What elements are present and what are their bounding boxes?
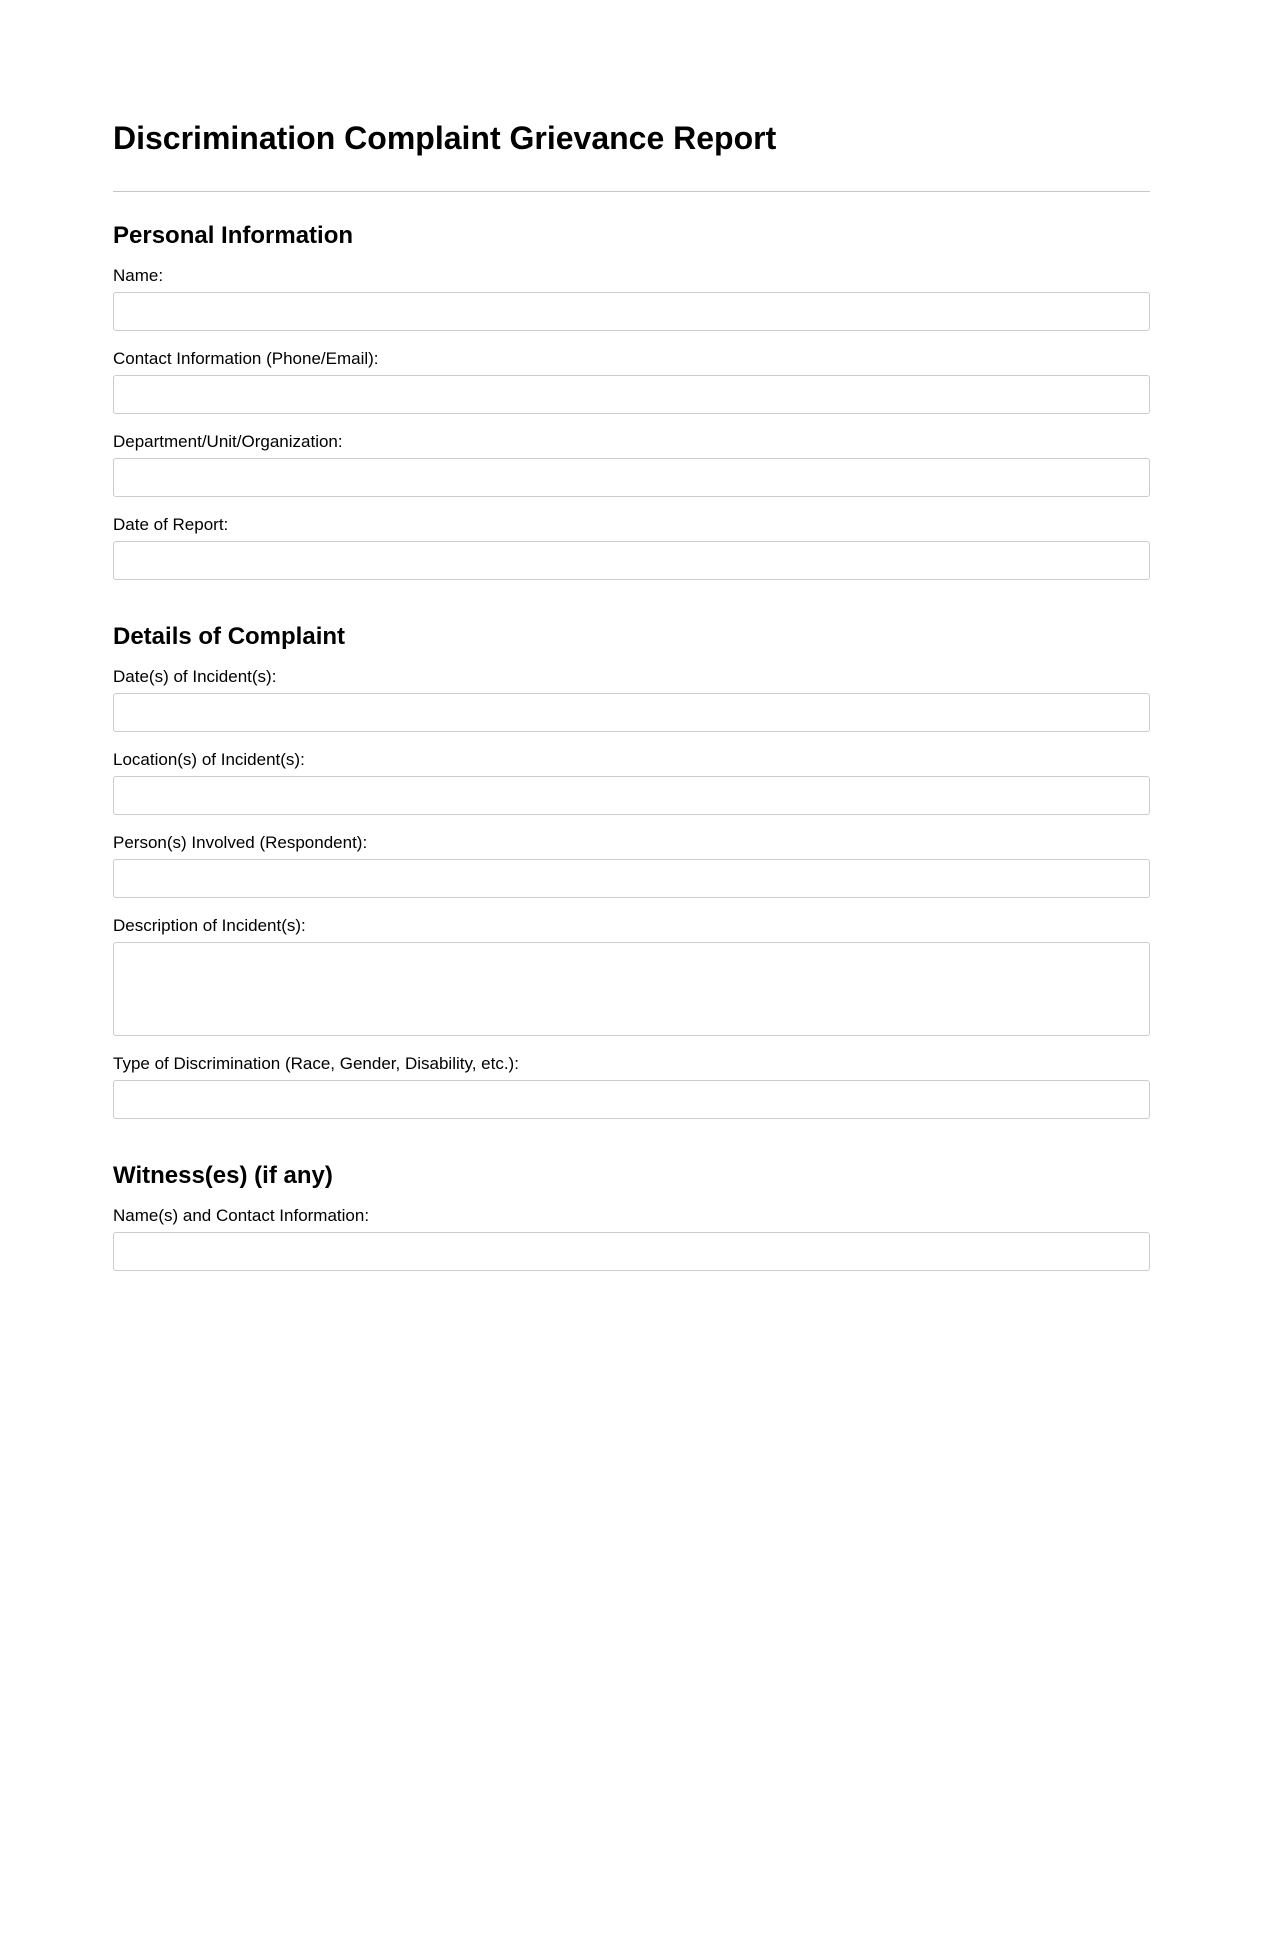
field-type-of-discrimination bbox=[113, 1053, 1150, 1119]
witness-contact-label: Name(s) and Contact Information: bbox=[113, 1206, 370, 1225]
department-input[interactable] bbox=[113, 458, 1150, 497]
section-heading-personal-information: Personal Information bbox=[113, 222, 354, 249]
locations-of-incident-label: Location(s) of Incident(s): bbox=[113, 750, 305, 769]
name-label: Name: bbox=[113, 266, 164, 285]
section-witnesses bbox=[113, 1162, 1150, 1271]
section-details-of-complaint bbox=[113, 623, 1150, 1119]
type-of-discrimination-input[interactable] bbox=[113, 1080, 1150, 1119]
field-locations-of-incident bbox=[113, 749, 1150, 815]
locations-of-incident-input[interactable] bbox=[113, 776, 1150, 815]
field-witness-contact bbox=[113, 1205, 1150, 1271]
contact-information-input[interactable] bbox=[113, 375, 1150, 414]
field-date-of-report bbox=[113, 514, 1150, 580]
field-persons-involved bbox=[113, 832, 1150, 898]
persons-involved-input[interactable] bbox=[113, 859, 1150, 898]
contact-information-label: Contact Information (Phone/Email): bbox=[113, 349, 379, 368]
field-name bbox=[113, 265, 1150, 331]
dates-of-incident-input[interactable] bbox=[113, 693, 1150, 732]
type-of-discrimination-label: Type of Discrimination (Race, Gender, Disability, etc.): bbox=[113, 1054, 519, 1073]
page-title: Discrimination Complaint Grievance Report bbox=[113, 120, 777, 156]
field-dates-of-incident bbox=[113, 666, 1150, 732]
field-department bbox=[113, 431, 1150, 497]
witness-contact-input[interactable] bbox=[113, 1232, 1150, 1271]
date-of-report-input[interactable] bbox=[113, 541, 1150, 580]
title-divider bbox=[113, 191, 1150, 192]
section-heading-witnesses: Witness(es) (if any) bbox=[113, 1162, 333, 1189]
dates-of-incident-label: Date(s) of Incident(s): bbox=[113, 667, 277, 686]
description-of-incident-textarea[interactable] bbox=[113, 942, 1150, 1036]
date-of-report-label: Date of Report: bbox=[113, 515, 229, 534]
section-heading-details-of-complaint: Details of Complaint bbox=[113, 623, 346, 650]
section-personal-information bbox=[113, 222, 1150, 580]
name-input[interactable] bbox=[113, 292, 1150, 331]
field-description-of-incident bbox=[113, 915, 1150, 1036]
persons-involved-label: Person(s) Involved (Respondent): bbox=[113, 833, 368, 852]
description-of-incident-label: Description of Incident(s): bbox=[113, 916, 306, 935]
department-label: Department/Unit/Organization: bbox=[113, 432, 343, 451]
field-contact-information bbox=[113, 348, 1150, 414]
